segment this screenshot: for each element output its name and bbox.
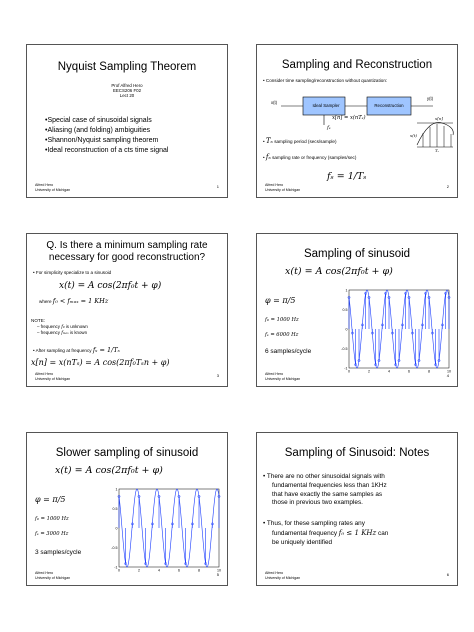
sampled-equation: x[n] = x(nTₛ) = A cos(2πf₀Tₛn + φ) [31,358,170,367]
sampling-rate-value: fₛ = 3000 Hz [35,531,69,537]
bullet: • For simplicity specialize to a sinusoid [33,270,112,275]
y-tick-label: 1 [115,487,118,492]
sinusoid-plot [339,288,455,376]
x-tick-label: 6 [408,369,410,374]
y-tick-label: 0.5 [112,506,118,511]
bullet: • Tₛ sampling period (secs/sample) [263,137,337,145]
ts-label: Tₛ [435,148,440,153]
sinusoid-plot [109,487,225,575]
bullet-list [45,116,168,156]
footer: Alfred Hero University of Michigan [265,183,301,192]
y-tick-label: 1 [345,288,348,293]
xn-label: x[n] [435,116,443,121]
slide-1 [26,44,228,198]
footer: Alfred Hero University of Michigan [265,571,301,580]
bullet: •Aliasing (and folding) ambiguities [45,127,151,134]
y-tick-label: 0 [115,526,118,531]
sample-equation: x[n] = x(nTₛ) [332,115,366,121]
frequency-value: f₀ = 1000 Hz [35,516,69,522]
bullet: • Thus, for these sampling rates any fundamental frequency f₀ ≤ 1 KHz can be uniquely identified [263,520,389,546]
sinusoid-equation: x(t) = A cos(2πf₀t + φ) [285,266,393,277]
bullet: •Shannon/Nyquist sampling theorem [45,137,159,144]
y-tick-label: -1 [114,565,118,570]
note-item: – frequency f₀ is unknown [37,324,88,330]
y-tick-label: 0.5 [342,307,348,312]
phase-value: φ = π/5 [265,296,296,305]
bullet: • After sampling at frequency fₛ = 1/Tₛ [33,346,120,354]
slide-title: Sampling of sinusoid [303,248,411,260]
footer: Alfred Hero University of Michigan [35,183,71,192]
slide-6 [256,432,458,586]
slide-5 [26,432,228,586]
frequency-value: f₀ = 1000 Hz [265,317,299,323]
bullet: • Consider time sampling/reconstruction without quantization: [263,78,388,83]
bullet: •Special case of sinusoidal signals [45,117,152,124]
sampler-label: Ideal Sampler [312,103,340,108]
phase-value: φ = π/5 [35,495,66,504]
xt-label: x(t) [410,133,417,138]
author-block [27,83,227,99]
footer: Alfred Hero University of Michigan [35,571,71,580]
bullet: • fₛ sampling rate or frequency (samples/sec) [263,153,357,161]
page-number: 3 [216,373,219,378]
bullet: • There are no other sinusoidal signals with fundamental frequencies less than 1KHz that have exactly the same samples as those in previous two examples. [263,473,387,507]
sinusoid-equation: x(t) = A cos(2πf₀t + φ) [55,465,163,476]
page-number: 2 [446,184,449,189]
condition-line: where f₀ < fₘₐₓ = 1 KHz [39,297,109,305]
slide-title: Nyquist Sampling Theorem [57,61,197,73]
footer: Alfred Hero University of Michigan [265,372,301,381]
sinusoid-equation: x(t) = A cos(2πf₀t + φ) [59,281,162,291]
slide-title: Sampling of Sinusoid: Notes [284,447,430,459]
samples-per-cycle: 3 samples/cycle [35,549,82,556]
course: EECS206 F02 [112,88,142,94]
page-number: 4 [446,373,449,378]
x-tick-label: 4 [388,369,390,374]
page-number: 6 [446,572,449,577]
output-label: y(t) [427,96,434,101]
x-tick-label: 2 [368,369,370,374]
author: Prof Alfred Hero [111,83,143,88]
x-tick-label: 8 [198,568,200,573]
y-tick-label: 0 [345,327,348,332]
lecture: Lect 20 [119,93,135,99]
samples-per-cycle: 6 samples/cycle [265,348,312,355]
fs-label: fₛ [327,125,331,131]
x-tick-label: 10 [447,369,451,374]
x-tick-label: 6 [178,568,180,573]
note-item: – frequency fₘₐₓ is known [37,330,88,336]
x-tick-label: 2 [138,568,140,573]
footer: Alfred Hero University of Michigan [35,372,71,381]
y-tick-label: -0.5 [111,545,118,550]
slide-4 [256,233,458,387]
x-tick-label: 4 [158,568,160,573]
reconstruction-label: Reconstruction [374,103,404,108]
plot-frame [119,489,219,567]
x-tick-label: 10 [217,568,221,573]
sampling-rate-value: fₛ = 6000 Hz [265,332,299,338]
rate-equation: fₛ = 1/Tₛ [327,171,367,182]
bullet: •Ideal reconstruction of a cts time signal [45,147,169,154]
slide-title: Sampling and Reconstruction [281,59,433,71]
y-tick-label: -1 [344,366,348,371]
page-number: 1 [216,184,219,189]
page-number: 5 [216,572,219,577]
note-label: NOTE: [31,318,46,323]
slide-title: Slower sampling of sinusoid [55,447,199,459]
input-label: x(t) [271,100,278,105]
slide-2 [256,44,458,198]
x-tick-label: 0 [118,568,120,573]
slide-3 [26,233,228,387]
slide-title: Q. Is there a minimum sampling rate necessary for good reconstruction? [46,240,208,263]
x-tick-label: 8 [428,369,430,374]
x-tick-label: 0 [348,369,350,374]
y-tick-label: -0.5 [341,346,348,351]
